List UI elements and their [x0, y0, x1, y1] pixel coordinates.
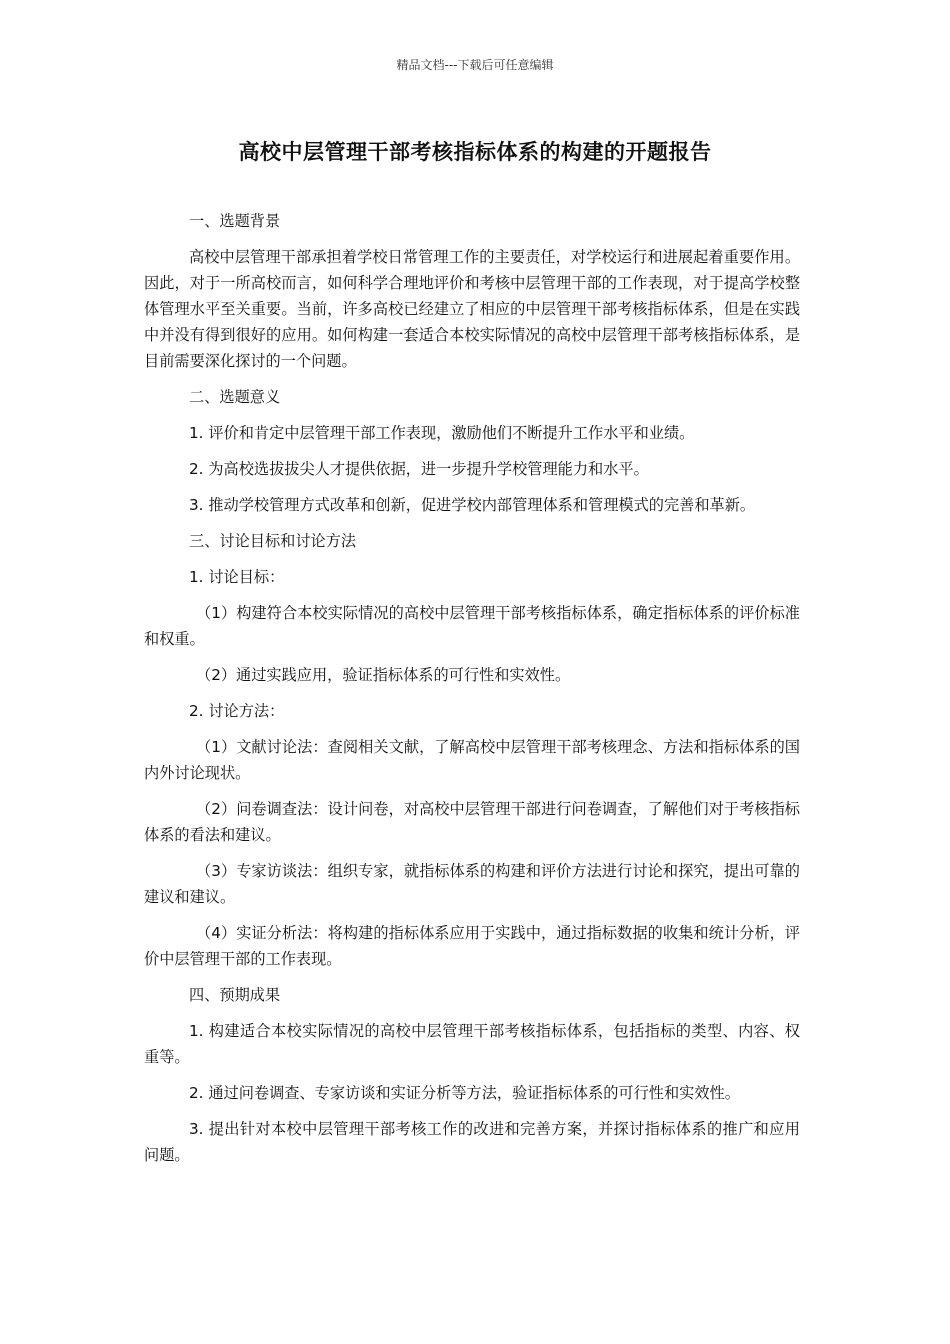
significance-item-3: 3. 推动学校管理方式改革和创新，促进学校内部管理体系和管理模式的完善和革新。	[189, 496, 756, 514]
document-body	[144, 208, 800, 1178]
significance-item-2: 2. 为高校选拔拔尖人才提供依据，进一步提升学校管理能力和水平。	[189, 460, 649, 478]
goals-label: 1. 讨论目标：	[189, 568, 285, 586]
goal-item-1: （1）构建符合本校实际情况的高校中层管理干部考核指标体系，确定指标体系的评价标准和权重。	[144, 604, 800, 648]
document-title: 高校中层管理干部考核指标体系的构建的开题报告	[238, 140, 712, 164]
outcome-item-1: 1. 构建适合本校实际情况的高校中层管理干部考核指标体系，包括指标的类型、内容、权重等。	[144, 1022, 800, 1066]
method-item-3: （3）专家访谈法：组织专家，就指标体系的构建和评价方法进行讨论和探究，提出可靠的建议和建议。	[144, 862, 800, 906]
methods-label: 2. 讨论方法：	[189, 702, 285, 720]
section-heading-goals-methods: 三、讨论目标和讨论方法	[189, 532, 357, 550]
significance-item-1: 1. 评价和肯定中层管理干部工作表现，激励他们不断提升工作水平和业绩。	[189, 424, 695, 442]
page-header: 精品文档---下载后可任意编辑	[396, 58, 554, 72]
section-heading-outcomes: 四、预期成果	[189, 986, 281, 1004]
goal-item-2: （2）通过实践应用，验证指标体系的可行性和实效性。	[196, 666, 571, 684]
section-heading-background: 一、选题背景	[189, 212, 281, 230]
method-item-1: （1）文献讨论法：查阅相关文献，了解高校中层管理干部考核理念、方法和指标体系的国内外讨论现状。	[144, 738, 800, 782]
outcome-item-3: 3. 提出针对本校中层管理干部考核工作的改进和完善方案，并探讨指标体系的推广和应用问题。	[144, 1120, 800, 1164]
paragraph-background: 高校中层管理干部承担着学校日常管理工作的主要责任，对学校运行和进展起着重要作用。因此，对于一所高校而言，如何科学合理地评价和考核中层管理干部的工作表现，对于提高学校整体管理水平至关重要。当前，许多高校已经建立了相应的中层管理干部考核指标体系，但是在实践中并没有得到很好的应用。如何构建一套适合本校实际情况的高校中层管理干部考核指标体系，是目前需要深化探讨的一个问题。	[144, 248, 800, 370]
outcome-item-2: 2. 通过问卷调查、专家访谈和实证分析等方法，验证指标体系的可行性和实效性。	[189, 1084, 740, 1102]
method-item-2: （2）问卷调查法：设计问卷，对高校中层管理干部进行问卷调查，了解他们对于考核指标体系的看法和建议。	[144, 800, 800, 844]
method-item-4: （4）实证分析法：将构建的指标体系应用于实践中，通过指标数据的收集和统计分析，评价中层管理干部的工作表现。	[144, 924, 800, 968]
section-heading-significance: 二、选题意义	[189, 388, 281, 406]
